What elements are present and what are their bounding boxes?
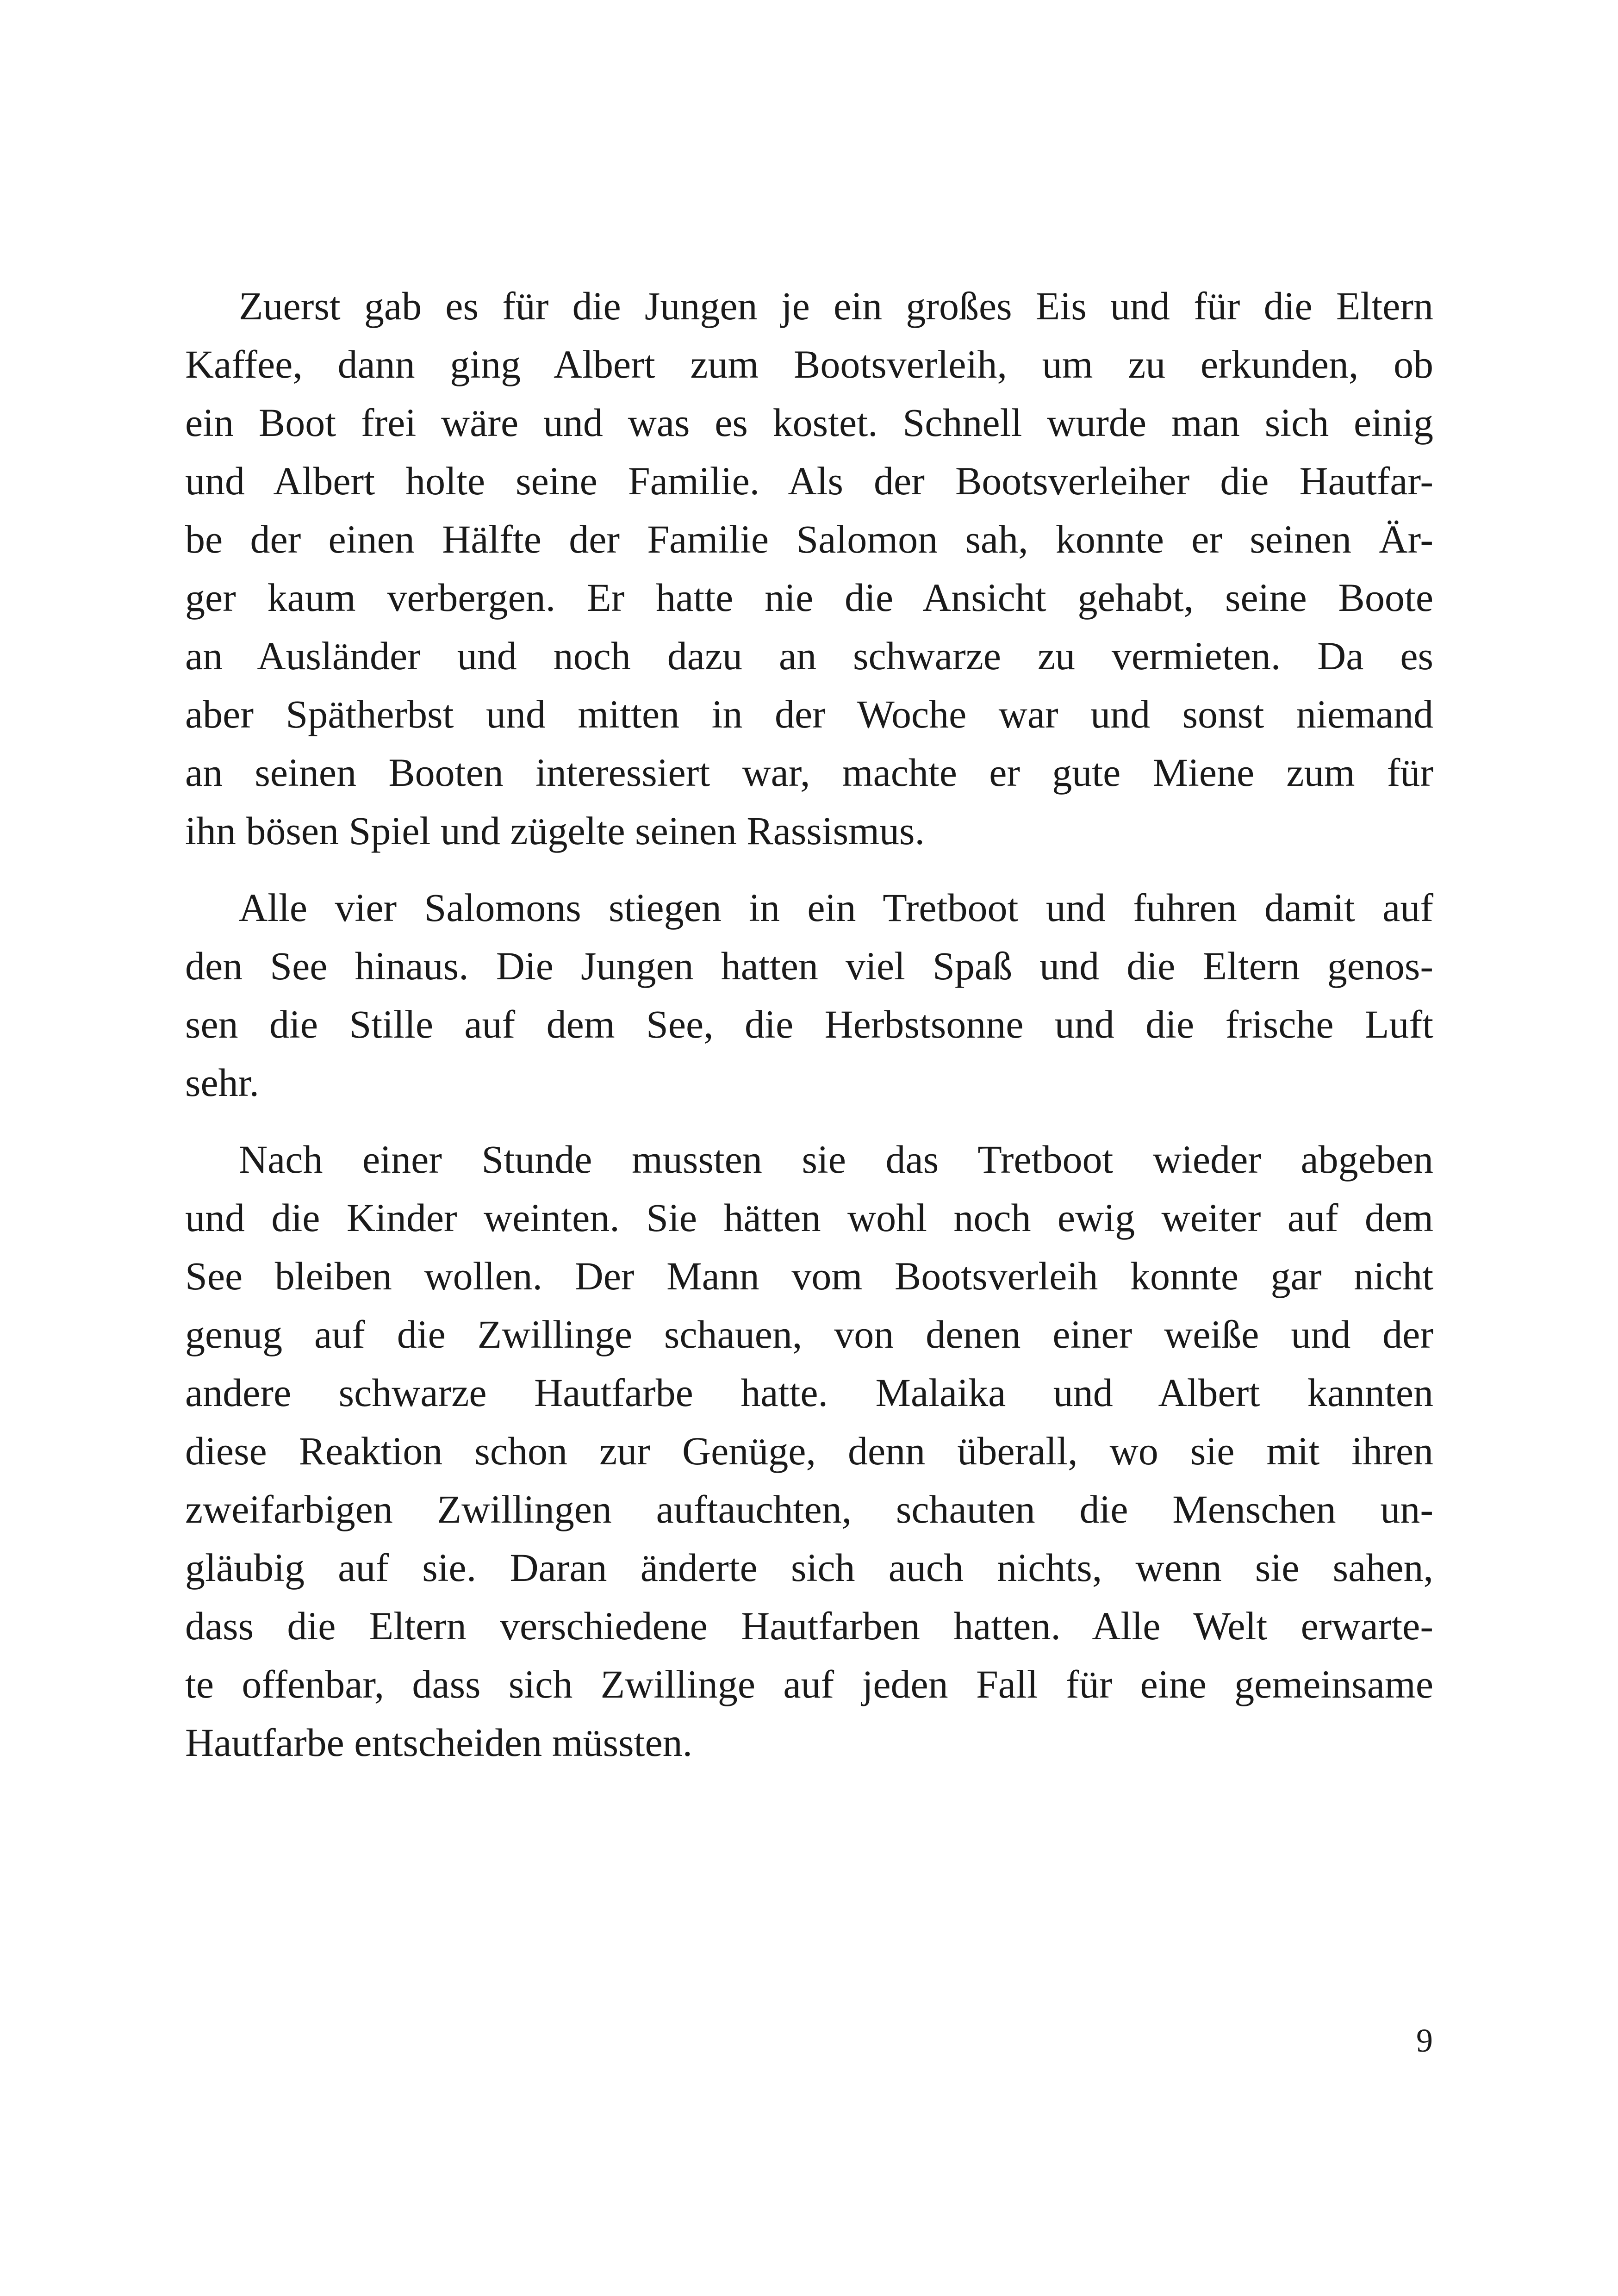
text-line: genug auf die Zwillinge schauen, von denen einer weiße und der bbox=[185, 1312, 1433, 1356]
text-line: Zuerst gab es für die Jungen je ein großes Eis und für die Eltern bbox=[239, 284, 1433, 328]
text-line: zweifarbigen Zwillingen auftauchten, schauten die Menschen un- bbox=[185, 1487, 1433, 1531]
paragraph-2 bbox=[185, 878, 1433, 1112]
text-line: sehr. bbox=[185, 1060, 260, 1105]
text-line: Alle vier Salomons stiegen in ein Tretboot und fuhren damit auf bbox=[239, 885, 1433, 930]
text-line: Nach einer Stunde mussten sie das Tretboot wieder abgeben bbox=[239, 1137, 1433, 1182]
paragraph-3 bbox=[185, 1130, 1433, 1772]
text-line: be der einen Hälfte der Familie Salomon sah, konnte er seinen Är- bbox=[185, 517, 1433, 561]
text-line: diese Reaktion schon zur Genüge, denn überall, wo sie mit ihren bbox=[185, 1429, 1433, 1473]
text-line: den See hinaus. Die Jungen hatten viel Spaß und die Eltern genos- bbox=[185, 944, 1433, 988]
body-text bbox=[185, 277, 1433, 1790]
text-line: aber Spätherbst und mitten in der Woche war und sonst niemand bbox=[185, 692, 1433, 736]
text-line: te offenbar, dass sich Zwillinge auf jeden Fall für eine gemeinsame bbox=[185, 1662, 1433, 1706]
text-line: und Albert holte seine Familie. Als der Bootsverleiher die Hautfar- bbox=[185, 459, 1433, 503]
text-line: an Ausländer und noch dazu an schwarze zu vermieten. Da es bbox=[185, 634, 1433, 678]
text-line: ein Boot frei wäre und was es kostet. Schnell wurde man sich einig bbox=[185, 400, 1433, 445]
paragraph-1 bbox=[185, 277, 1433, 860]
text-line: sen die Stille auf dem See, die Herbstsonne und die frische Luft bbox=[185, 1002, 1433, 1046]
page-number: 9 bbox=[1416, 2022, 1433, 2059]
text-line: Hautfarbe entscheiden müssten. bbox=[185, 1720, 693, 1765]
text-line: ger kaum verbergen. Er hatte nie die Ansicht gehabt, seine Boote bbox=[185, 575, 1433, 620]
text-line: andere schwarze Hautfarbe hatte. Malaika und Albert kannten bbox=[185, 1370, 1433, 1415]
text-line: Kaffee, dann ging Albert zum Bootsverleih, um zu erkunden, ob bbox=[185, 342, 1433, 386]
text-line: gläubig auf sie. Daran änderte sich auch nichts, wenn sie sahen, bbox=[185, 1545, 1433, 1590]
text-line: und die Kinder weinten. Sie hätten wohl noch ewig weiter auf dem bbox=[185, 1195, 1433, 1240]
text-line: ihn bösen Spiel und zügelte seinen Rassismus. bbox=[185, 809, 925, 853]
text-line: an seinen Booten interessiert war, machte er gute Miene zum für bbox=[185, 750, 1433, 795]
text-line: See bleiben wollen. Der Mann vom Bootsverleih konnte gar nicht bbox=[185, 1254, 1433, 1298]
text-line: dass die Eltern verschiedene Hautfarben hatten. Alle Welt erwarte- bbox=[185, 1604, 1433, 1648]
